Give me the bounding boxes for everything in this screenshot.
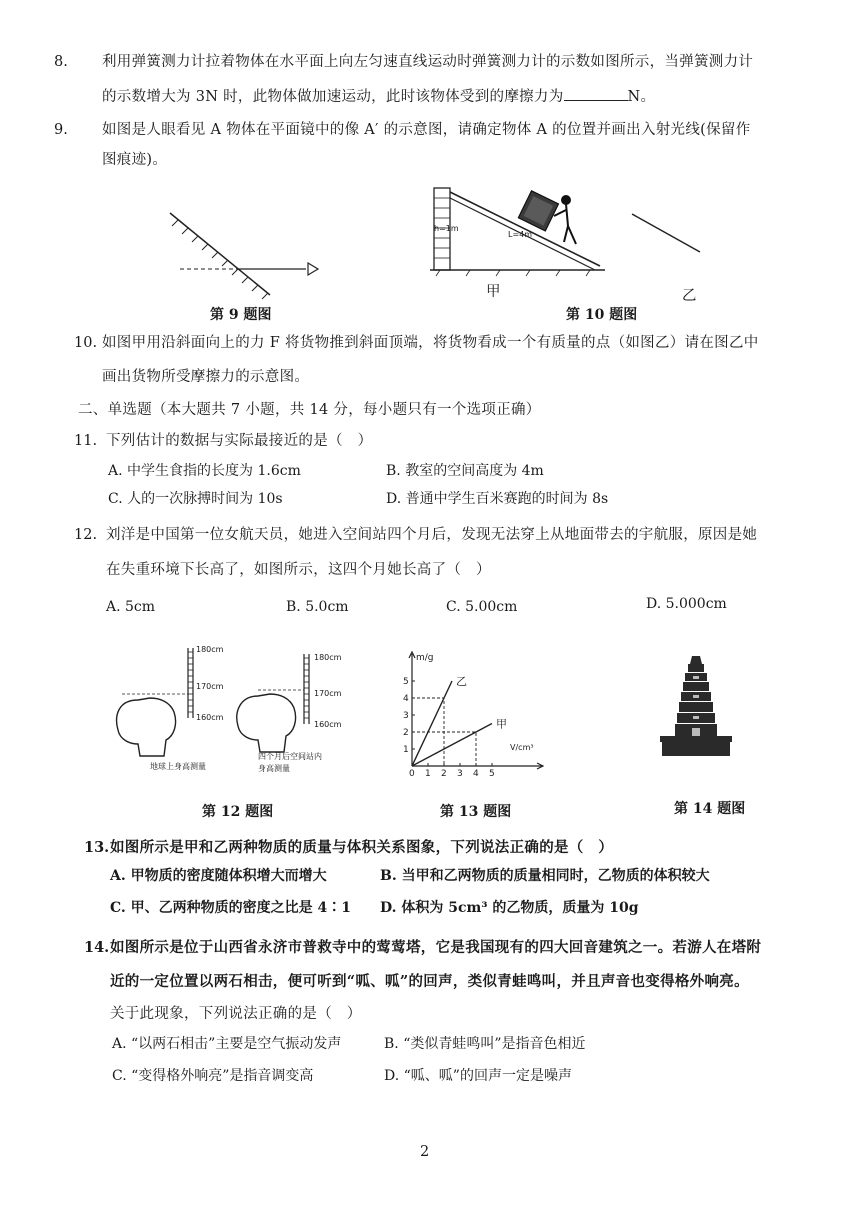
fig12-right-tick-160: 160cm [314, 720, 342, 729]
fig12-left-tick-160: 160cm [196, 713, 224, 722]
y-tick-label: 2 [403, 728, 409, 738]
series-label-yi: 乙 [456, 675, 467, 688]
fig14-caption: 第 14 题图 [674, 801, 746, 817]
x-axis-label: V/cm³ [510, 743, 534, 752]
q14-option-b[interactable]: B. “类似青蛙鸣叫”是指音色相近 [384, 1036, 586, 1052]
fig10-yi-line [628, 210, 708, 260]
fig12-caption: 第 12 题图 [202, 804, 274, 820]
q12-line2: 在失重环境下长高了，如图所示，这四个月她长高了（ ） [106, 562, 491, 578]
q12-number: 12. [74, 527, 98, 543]
fig12-left-tick-180: 180cm [196, 645, 224, 654]
crate-icon [518, 191, 558, 231]
q10-line2: 画出货物所受摩擦力的示意图。 [102, 369, 310, 385]
right-head-icon [237, 694, 296, 752]
left-ruler [188, 648, 193, 718]
fig10-length-label: L=4m [508, 230, 533, 239]
y-tick-label: 3 [403, 711, 409, 721]
q13-option-d[interactable]: D. 体积为 5cm³ 的乙物质，质量为 10g [380, 900, 639, 916]
eye-icon [308, 263, 318, 275]
y-tick-label: 4 [403, 694, 409, 704]
q10-number: 10. [74, 335, 98, 351]
series-line-yi [412, 681, 452, 766]
q14-line2: 近的一定位置以两石相击，便可听到“呱、呱”的回声，类似青蛙鸣叫，并且声音也变得格外响亮。 [110, 973, 749, 990]
q8-number: 8. [54, 54, 68, 70]
fig10-jia-label: 甲 [486, 284, 501, 300]
y-axis-label: m/g [416, 653, 434, 663]
q11-option-a[interactable]: A. 中学生食指的长度为 1.6cm [108, 463, 301, 479]
q14-number: 14. [84, 939, 110, 956]
q9-line2: 图痕迹)。 [102, 152, 168, 168]
fig14-pagoda-image [656, 654, 736, 760]
q8-answer-blank[interactable] [564, 86, 628, 101]
q14-option-a[interactable]: A. “以两石相击”主要是空气振动发声 [112, 1036, 342, 1052]
fig12-left-tick-170: 170cm [196, 682, 224, 691]
fig10-yi-label: 乙 [682, 288, 697, 304]
x-tick-label: 1 [425, 769, 431, 776]
q11-option-b[interactable]: B. 教室的空间高度为 4m [386, 463, 544, 479]
q10-line1: 如图甲用沿斜面向上的力 F 将货物推到斜面顶端，将货物看成一个有质量的点（如图乙）请在图乙中 [102, 335, 759, 351]
q8-line1: 利用弹簧测力计拉着物体在水平面上向左匀速直线运动时弹簧测力计的示数如图所示，当弹簧测力计 [102, 54, 754, 70]
q12-option-c[interactable]: C. 5.00cm [446, 599, 518, 615]
q9-number: 9. [54, 122, 68, 138]
fig12-right-tick-170: 170cm [314, 689, 342, 698]
fig12-right-caption-1: 四个月后空间站内 [258, 752, 322, 761]
q12-option-a[interactable]: A. 5cm [106, 599, 156, 615]
q13-stem: 如图所示是甲和乙两种物质的质量与体积关系图象，下列说法正确的是（ ） [110, 839, 614, 856]
fig12-right-caption-2: 身高测量 [258, 764, 290, 773]
q8-unit: N。 [627, 89, 656, 105]
q12-option-b[interactable]: B. 5.0cm [286, 599, 349, 615]
page-number: 2 [420, 1144, 430, 1160]
q12-line1: 刘洋是中国第一位女航天员，她进入空间站四个月后，发现无法穿上从地面带去的宇航服，原因是她 [106, 527, 758, 543]
q11-option-c[interactable]: C. 人的一次脉搏时间为 10s [108, 491, 283, 507]
q13-option-b[interactable]: B. 当甲和乙两物质的质量相同时，乙物质的体积较大 [380, 868, 710, 884]
fig13-caption: 第 13 题图 [440, 804, 512, 820]
y-tick-label: 1 [403, 745, 409, 755]
q9-line1: 如图是人眼看见 A 物体在平面镜中的像 A′ 的示意图，请确定物体 A 的位置并画出入射光线(保留作 [102, 122, 751, 138]
right-ruler [304, 654, 309, 724]
q14-option-d[interactable]: D. “呱、呱”的回声一定是噪声 [384, 1068, 572, 1084]
fig10-caption: 第 10 题图 [566, 307, 638, 323]
x-tick-label: 4 [473, 769, 479, 776]
left-head-icon [117, 698, 176, 756]
q14-line1: 如图所示是位于山西省永济市普救寺中的莺莺塔，它是我国现有的四大回音建筑之一。若游人在塔附 [110, 939, 762, 956]
section2-heading: 二、单选题（本大题共 7 小题，共 14 分，每小题只有一个选项正确） [78, 402, 541, 418]
q8-line2 [102, 86, 655, 107]
fig13-mass-volume-chart [392, 648, 552, 776]
fig12-left-caption: 地球上身高测量 [150, 762, 206, 771]
q11-stem: 下列估计的数据与实际最接近的是（ ） [106, 433, 373, 449]
q13-option-a[interactable]: A. 甲物质的密度随体积增大而增大 [110, 868, 327, 884]
q11-option-d[interactable]: D. 普通中学生百米赛跑的时间为 8s [386, 491, 609, 507]
q13-number: 13. [84, 839, 110, 856]
y-tick-label: 5 [403, 677, 409, 687]
series-label-jia: 甲 [496, 717, 507, 731]
q11-number: 11. [74, 433, 98, 449]
q14-option-c[interactable]: C. “变得格外响亮”是指音调变高 [112, 1068, 314, 1084]
x-tick-label: 0 [409, 769, 415, 776]
fig9-caption: 第 9 题图 [210, 307, 272, 323]
fig12-right-tick-180: 180cm [314, 653, 342, 662]
x-tick-label: 5 [489, 769, 495, 776]
x-tick-label: 2 [441, 769, 447, 776]
q14-line3: 关于此现象，下列说法正确的是（ ） [110, 1006, 362, 1022]
fig10-height-label: h=1m [434, 224, 459, 233]
x-tick-label: 3 [457, 769, 463, 776]
fig9-mirror-diagram [160, 205, 340, 305]
q12-option-d[interactable]: D. 5.000cm [646, 596, 727, 612]
series-line-jia [412, 724, 492, 767]
q8-line2-text: 的示数增大为 3N 时，此物体做加速运动，此时该物体受到的摩擦力为 [102, 89, 564, 105]
q13-option-c[interactable]: C. 甲、乙两种物质的密度之比是 4∶1 [110, 900, 352, 916]
